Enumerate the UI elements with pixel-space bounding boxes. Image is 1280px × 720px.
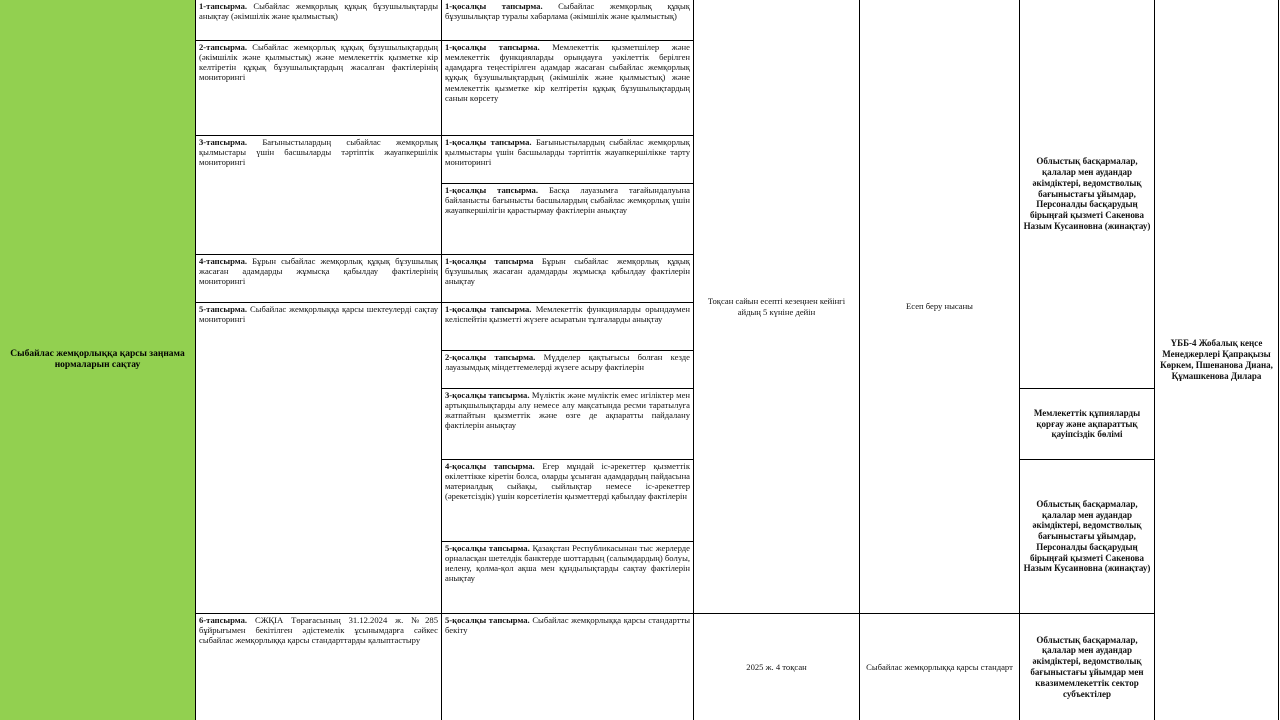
deadline-cell-2: 2025 ж. 4 тоқсан [693,614,859,720]
subtask-cell-5: 1-қосалқы тапсырма Бұрын сыбайлас жемқорлық құқық бұзушылық жасаған адамдарды жұмысқа қабылдау фактілерін анықтау [441,255,693,303]
subtask-cell-6: 1-қосалқы тапсырма. Мемлекеттік функцияларды орындаумен келіспейтін қызметті жүзеге асыратын тұлғаларды анықтау [441,303,693,351]
subtask-cell-3: 1-қосалқы тапсырма. Бағыныстылардың сыбайлас жемқорлық қылмыстары үшін басшыларды тәртіптік жауапкершілікке тарту мониторингі [441,136,693,184]
task-cell-4: 4-тапсырма. Бұрын сыбайлас жемқорлық құқық бұзушылық жасаған адамдарды жұмысқа қабылдау фактілерінің мониторингі [195,255,441,303]
responsible-cell-2: Мемлекеттік құпияларды қорғау және ақпараттық қауіпсіздік бөлімі [1019,389,1154,460]
task-cell-2: 2-тапсырма. Сыбайлас жемқорлық құқық бұзушылықтардың (әкімшілік және қылмыстық) және мемлекеттік қызметке кір келтіретін құқық бұзушылықтардың жасалған фактілерінің мониторингі [195,41,441,136]
subtask-cell-11: 5-қосалқы тапсырма. Сыбайлас жемқорлыққа қарсы стандартты бекіту [441,614,693,720]
task-cell-1: 1-тапсырма. Сыбайлас жемқорлық құқық бұзушылықтарды анықтау (әкімшілік және қылмыстық) [195,0,441,41]
subtask-cell-8: 3-қосалқы тапсырма. Мүліктік және мүліктік емес игіліктер мен артықшылықтарды алу немесе алу мақсатында ресми таратылуға жатпайтын қызметтік және өзге де ақпаратты пайдалану фактілерін анықтау [441,389,693,460]
subtask-cell-1: 1-қосалқы тапсырма. Сыбайлас жемқорлық құқық бұзушылықтар туралы хабарлама (әкімшілік және қылмыстық) [441,0,693,41]
form-cell-1: Есеп беру нысаны [859,0,1019,614]
form-cell-2: Сыбайлас жемқорлыққа қарсы стандарт [859,614,1019,720]
responsible-cell-4: Облыстық басқармалар, қалалар мен аудандар әкімдіктері, ведомстволық бағыныстағы ұйымдар мен квазимемлекеттік сектор субъектілер [1019,614,1154,720]
goal-text: Сыбайлас жемқорлыққа қарсы заңнама нормаларын сақтау [10,349,185,370]
subtask-cell-7: 2-қосалқы тапсырма. Мүдделер қақтығысы болған кезде лауазымдық міндеттемелерді жүзеге асыру фактілерін [441,351,693,389]
responsible-cell-1: Облыстық басқармалар, қалалар мен аудандар әкімдіктері, ведомстволық бағыныстағы ұйымдар, Персоналды басқарудың бірыңғай қызметі Сакенова Назым Кусаиновна (жинақтау) [1019,0,1154,389]
subtask-cell-9: 4-қосалқы тапсырма. Егер мұндай іс-әрекеттер қызметтік өкілеттікке кіретін болса, оларды ұсынған адамдардың пайдасына материалдық сыйақы, сыйлықтар немесе іс-әрекеттер (әрекетсіздік) үшін көрсетілетін қызметтерді қабылдау фактілерін [441,460,693,542]
task-cell-3: 3-тапсырма. Бағыныстылардың сыбайлас жемқорлық қылмыстары үшін басшыларды тәртіптік жауапкершілік мониторингі [195,136,441,255]
task-cell-5: 5-тапсырма. Сыбайлас жемқорлыққа қарсы шектеулерді сақтау мониторингі [195,303,441,614]
responsible-cell-3: Облыстық басқармалар, қалалар мен аудандар әкімдіктері, ведомстволық бағыныстағы ұйымдар, Персоналды басқарудың бірыңғай қызметі Сакенова Назым Кусаиновна (жинақтау) [1019,460,1154,614]
goal-cell [0,0,195,720]
project-office-cell: ҮББ-4 Жобалық кеңсе Менеджерлері Қапрақызы Көркем, Пшенанова Диана, Құмашкенова Дилара [1154,0,1279,720]
task-cell-6: 6-тапсырма. СЖҚІА Төрағасының 31.12.2024 ж. №285 бұйрығымен бекітілген әдістемелік ұсынымдарға сәйкес сыбайлас жемқорлыққа қарсы стандарттарды қалыптастыру [195,614,441,720]
subtask-cell-2: 1-қосалқы тапсырма. Мемлекеттік қызметшілер және мемлекеттік функцияларды орындауға уәкілеттік берілген адамдарға теңестірілген адамдар жасаған сыбайлас жемқорлық құқық бұзушылықтардың (әкімшілік және қылмыстық) және мемлекеттік қызметке кір келтіретін құқық бұзушылықтардың санын көрсету [441,41,693,136]
subtask-cell-4: 1-қосалқы тапсырма. Басқа лауазымға тағайындалуына байланысты бағынысты басшылардың сыбайлас жемқорлық үшін жауапкершілігін қарастырмау фактілерін анықтау [441,184,693,255]
deadline-cell-1: Тоқсан сайын есепті кезеңнен кейінгі айдың 5 күніне дейін [693,0,859,614]
subtask-cell-10: 5-қосалқы тапсырма. Қазақстан Республикасынан тыс жерлерде орналасқан шетелдік банктерде шоттардың (салымдардың) болуы, иелену, қолма-қол ақша мен құндылықтарды сақтау фактілерін анықтау [441,542,693,614]
